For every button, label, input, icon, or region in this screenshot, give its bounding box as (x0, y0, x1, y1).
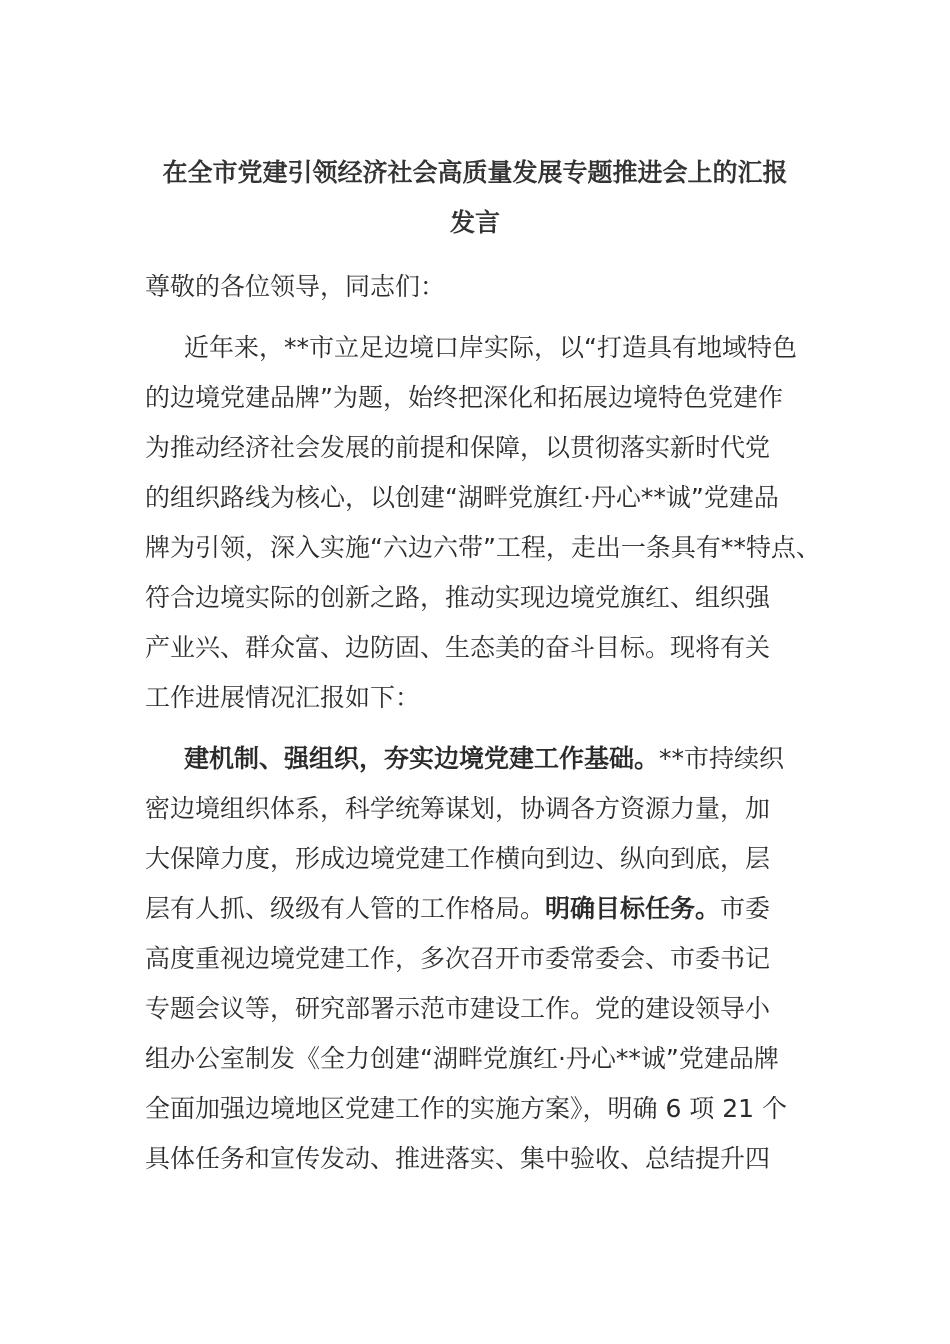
document-title-line-2: 发言 (449, 208, 500, 237)
paragraph-1-line-6: 符合边境实际的创新之路，推动实现边境党旗红、组织强 (145, 583, 771, 612)
paragraph-2-line-4 (145, 894, 770, 924)
paragraph-1-line-8: 工作进展情况汇报如下： (145, 683, 421, 712)
subsection-heading: 明确目标任务。 (545, 894, 721, 923)
salutation: 尊敬的各位领导，同志们： (145, 272, 446, 301)
paragraph-2-line-4-end: 市委 (720, 894, 771, 923)
document-title-line-1: 在全市党建引领经济社会高质量发展专题推进会上的汇报 (162, 158, 788, 187)
paragraph-2-line-6: 专题会议等，研究部署示范市建设工作。党的建设领导小 (145, 994, 771, 1023)
paragraph-2-line-9: 具体任务和宣传发动、推进落实、集中验收、总结提升四 (145, 1144, 771, 1173)
paragraph-2-line-5: 高度重视边境党建工作，多次召开市委常委会、市委书记 (145, 944, 771, 973)
section-heading: 建机制、强组织，夯实边境党建工作基础。 (184, 744, 660, 773)
paragraph-2-line-4-text: 层有人抓、级级有人管的工作格局。 (145, 894, 546, 923)
paragraph-2-line-1 (184, 744, 784, 774)
paragraph-1-line-7: 产业兴、群众富、边防固、生态美的奋斗目标。现将有关 (145, 633, 771, 662)
paragraph-2-line-2: 密边境组织体系，科学统筹谋划，协调各方资源力量，加 (145, 794, 771, 823)
paragraph-1-line-4: 的组织路线为核心，以创建“湖畔党旗红·丹心**诚”党建品 (145, 483, 779, 512)
paragraph-2-line-8: 全面加强边境地区党建工作的实施方案》，明确 6 项 21 个 (145, 1094, 788, 1123)
paragraph-2-line-1-text: **市持续织 (659, 744, 785, 773)
paragraph-2-line-3: 大保障力度，形成边境党建工作横向到边、纵向到底，层 (145, 844, 771, 873)
paragraph-1-line-1: 近年来，**市立足边境口岸实际，以“打造具有地域特色 (184, 333, 797, 362)
paragraph-1-line-5: 牌为引领，深入实施“六边六带”工程，走出一条具有**特点、 (145, 533, 821, 562)
paragraph-2-line-7: 组办公室制发《全力创建“湖畔党旗红·丹心**诚”党建品牌 (145, 1044, 779, 1073)
paragraph-1-line-2: 的边境党建品牌”为题，始终把深化和拓展边境特色党建作 (145, 383, 783, 412)
paragraph-1-line-3: 为推动经济社会发展的前提和保障，以贯彻落实新时代党 (145, 433, 771, 462)
